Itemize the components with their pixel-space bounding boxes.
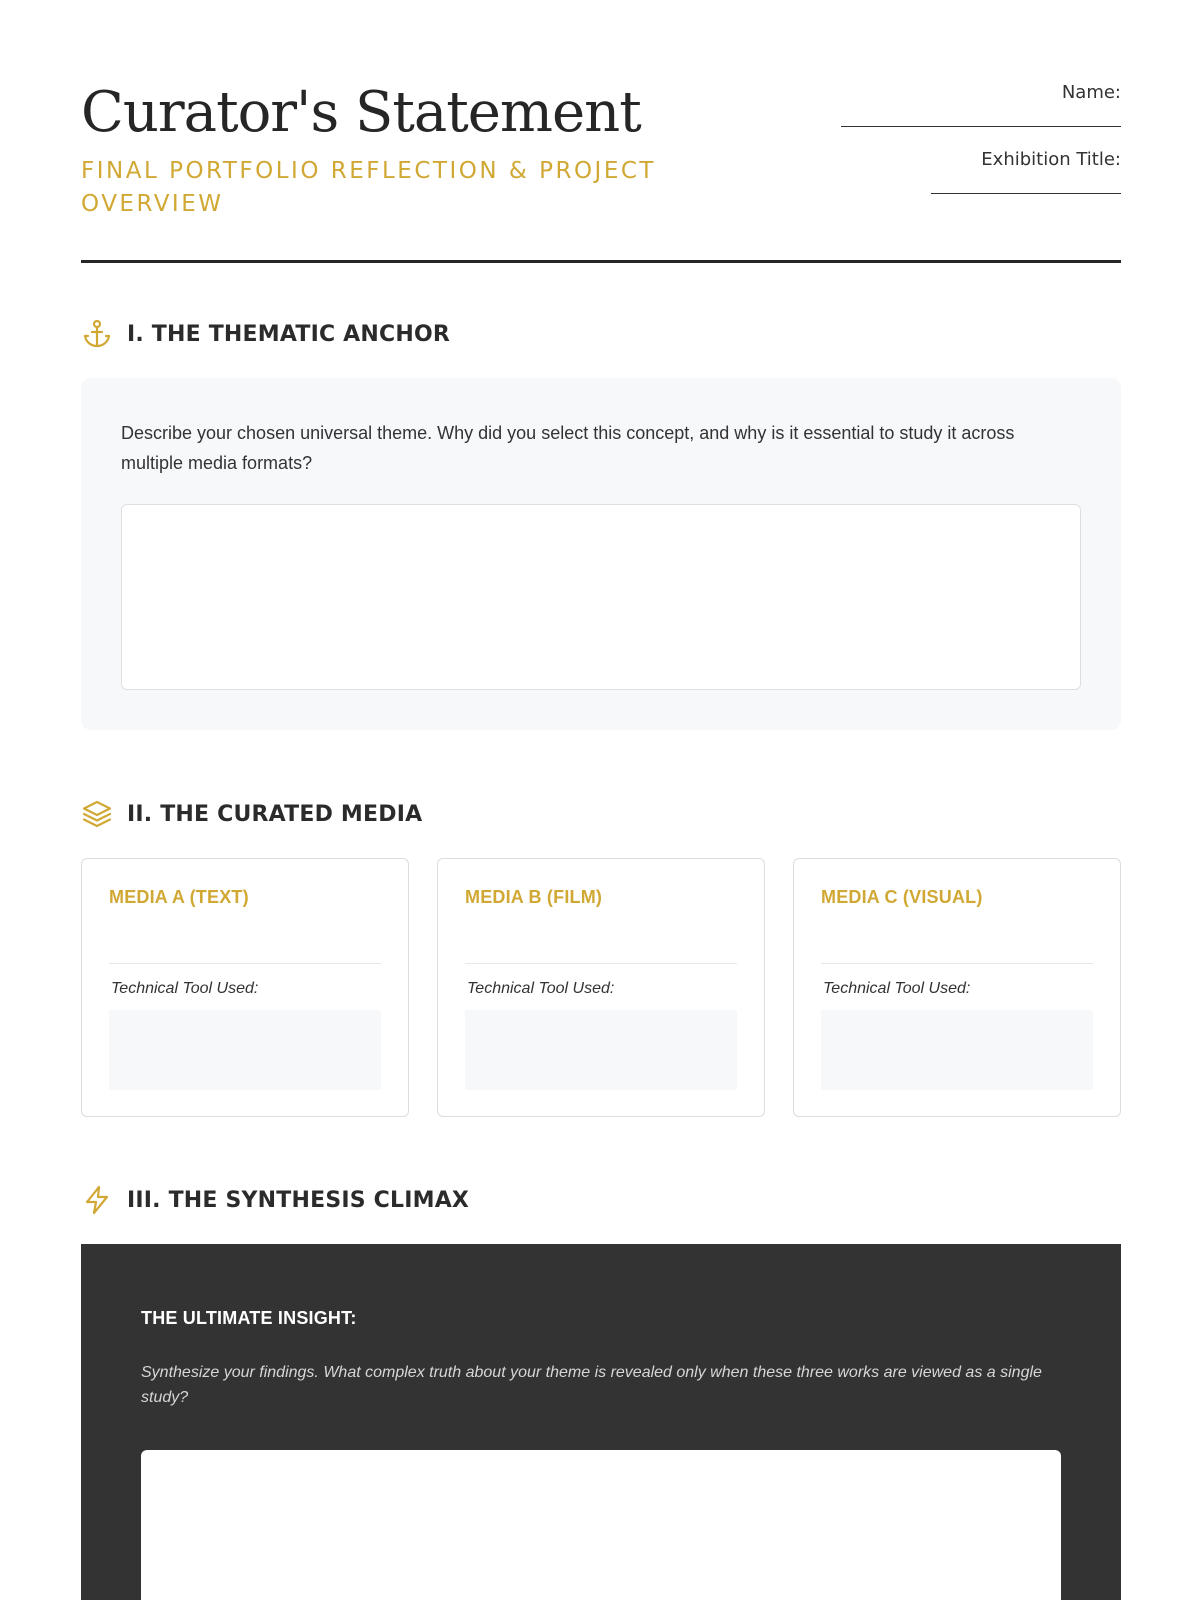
name-label: Name:: [1061, 82, 1121, 103]
name-line[interactable]: [841, 126, 1121, 127]
exhibition-title-label: Exhibition Title:: [981, 149, 1121, 170]
technical-tool-box[interactable]: [821, 1010, 1093, 1090]
layers-icon: [81, 798, 113, 830]
thematic-anchor-prompt: Describe your chosen universal theme. Why did you select this concept, and why is it essential to study it across multiple media formats?: [121, 423, 1015, 473]
lightning-icon: [81, 1184, 113, 1216]
name-field[interactable]: [1062, 82, 1121, 103]
media-card-label: MEDIA A (TEXT): [109, 887, 249, 907]
ultimate-insight-label: THE ULTIMATE INSIGHT:: [141, 1308, 357, 1328]
media-title-line[interactable]: [109, 963, 381, 964]
anchor-icon: [81, 318, 113, 350]
synthesis-climax-panel: [81, 1244, 1121, 1600]
ultimate-insight-prompt: Synthesize your findings. What complex truth about your theme is revealed only when these three works are viewed as a single study?: [141, 1364, 1042, 1406]
ultimate-insight-response-box[interactable]: [141, 1450, 1061, 1600]
section-media-heading: [81, 798, 422, 830]
media-title-line[interactable]: [821, 963, 1093, 964]
media-title-line[interactable]: [465, 963, 737, 964]
thematic-anchor-response-box[interactable]: [121, 504, 1081, 690]
section-climax-heading: [81, 1184, 469, 1216]
technical-tool-label: Technical Tool Used:: [111, 980, 259, 997]
technical-tool-label: Technical Tool Used:: [467, 980, 615, 997]
technical-tool-box[interactable]: [465, 1010, 737, 1090]
media-card-c: [793, 858, 1121, 1117]
exhibition-title-field[interactable]: [981, 149, 1121, 170]
section-climax-title: III. THE SYNTHESIS CLIMAX: [127, 1187, 470, 1213]
page-subtitle: FINAL PORTFOLIO REFLECTION & PROJECT OVERVIEW: [81, 158, 656, 217]
section-media-title: II. THE CURATED MEDIA: [127, 801, 423, 827]
thematic-anchor-panel: [81, 378, 1121, 730]
media-card-label: MEDIA C (VISUAL): [821, 887, 983, 907]
exhibition-title-line[interactable]: [931, 193, 1121, 194]
section-anchor-title: I. THE THEMATIC ANCHOR: [127, 321, 451, 347]
worksheet-page: [81, 0, 1121, 1406]
technical-tool-label: Technical Tool Used:: [823, 980, 971, 997]
media-card-label: MEDIA B (FILM): [465, 887, 603, 907]
section-anchor-heading: [81, 318, 450, 350]
page-title: Curator's Statement: [81, 80, 641, 145]
header: [81, 0, 1121, 263]
technical-tool-box[interactable]: [109, 1010, 381, 1090]
media-card-b: [437, 858, 765, 1117]
media-card-a: [81, 858, 409, 1117]
